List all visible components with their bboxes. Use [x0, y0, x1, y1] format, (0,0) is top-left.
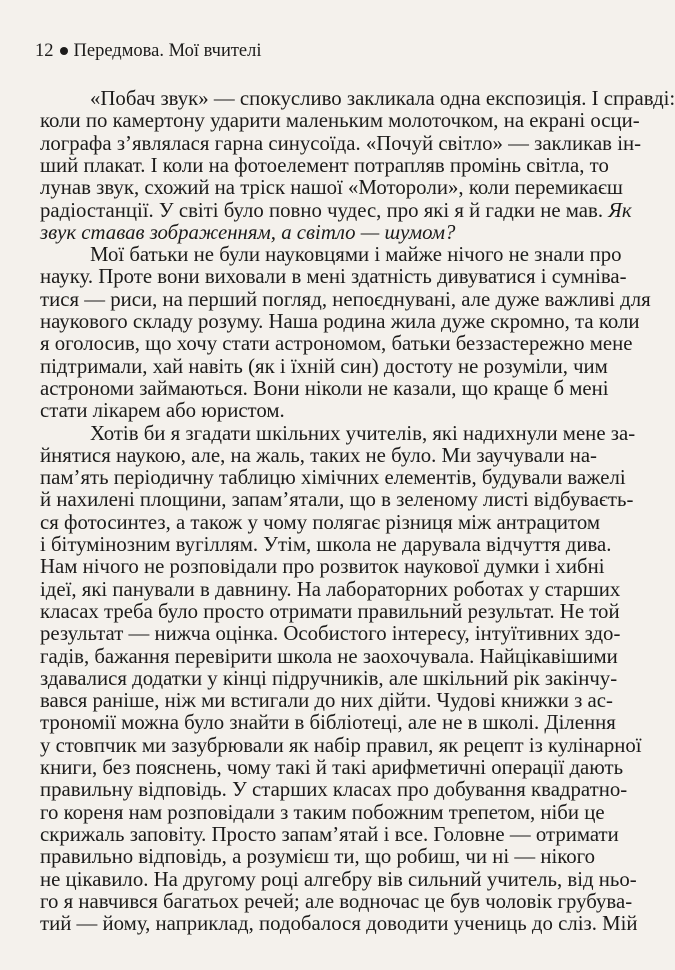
text-line: вався раніше, ніж ми встигали до них дійти. Чудові книжки з ас- [40, 689, 613, 713]
text-line: правильно відповідь, а розумієш ти, що робиш, чи ні — нікого [40, 845, 596, 869]
text-line: наукового складу розуму. Наша родина жила дуже скромно, та коли [40, 310, 640, 333]
text-line: ся фотосинтез, а також у чому полягає різниця між антрацитом [40, 510, 601, 534]
text-line [40, 222, 584, 244]
text-line: здавалися додатки у кінці підручників, але шкільний рік закінчу- [40, 666, 618, 690]
text-line: Мої батьки не були науковцями і майже нічого не знали про [90, 243, 622, 267]
text-line: Хотів би я згадати шкільних учителів, які надихнули мене за- [90, 421, 636, 445]
running-head [35, 40, 262, 62]
text-line: лунав звук, схожий на тріск нашої «Моторoли», коли перемикаєш [40, 176, 623, 200]
text-line: скрижаль заповіту. Просто запам’ятай і все. Головне — отримати [40, 822, 619, 846]
text-line: науку. Проте вони виховали в мені здатність дивуватися і сумніва- [40, 265, 627, 289]
text-line: класах треба було просто отримати правильний результат. Не той [40, 599, 620, 623]
text-line: гадів, бажання перевірити школа не заохочувала. Найцікавішими [40, 644, 618, 668]
text-line: правильну відповідь. У старших класах про добування квадратно- [40, 778, 628, 802]
text-line: тися — риси, на перший погляд, непоєднувані, але дуже важливі для [40, 287, 651, 311]
text-line: астрономи займаються. Вони ніколи не казали, що краще б мені [40, 376, 609, 400]
text-line: стати лікарем або юристом. [40, 399, 285, 423]
text-line: й нахилені площини, запам’ятали, що в зеленому листі відбуваєть- [40, 488, 634, 512]
chapter-title: Передмова. Мої вчителі [73, 41, 262, 61]
text-line: лографа з’являлася гарна синусоїда. «Почуй світло» — закликав ін- [40, 131, 642, 155]
text-line: го кореня нам розповідали з таким побожним трепетом, ніби це [40, 800, 605, 824]
text-line: підтримали, хай навіть (як і їхній син) достоту не розуміли, чим [40, 354, 608, 378]
italic-run: звук ставав зображенням, а світло — шумом? [40, 220, 456, 244]
text-line: результат — нижча оцінка. Особистого інтересу, інтуїтивних здо- [40, 622, 621, 646]
text-line: я оголосив, що хочу стати астрономом, батьки беззастережно мене [40, 332, 633, 356]
text-line [40, 198, 632, 222]
bullet-dot-icon [60, 47, 68, 55]
italic-run: Як [608, 198, 632, 222]
text-line: йнятися наукою, але, на жаль, таких не було. Ми заучували на- [40, 443, 597, 467]
text-line: го я навчився багатьох речей; але водночас це був чоловік грубува- [40, 889, 633, 913]
text-line: трономії можна було знайти в бібліотеці, але не в школі. Ділення [40, 711, 616, 735]
text-line: пам’ять періодичну таблицю хімічних елементів, будували важелі [40, 466, 626, 490]
text-line: у стовпчик ми зазубрювали як набір правил, як рецепт із кулінарної [40, 733, 642, 757]
text-line: книги, без пояснень, чому такі й такі арифметичні операції дають [40, 756, 624, 779]
text-line: коли по камертону ударити маленьким молоточком, на екрані осци- [40, 109, 640, 133]
text-line: тий — йому, наприклад, подобалося доводити учениць до сліз. Мій [40, 912, 638, 936]
text-run: радіостанції. У світі було повно чудес, про які я й гадки не мав. [40, 198, 604, 222]
page-number: 12 [35, 41, 54, 61]
text-line: і бітумінозним вугіллям. Утім, школа не дарувала відчуття дива. [40, 533, 612, 556]
text-line: ший плакат. І коли на фотоелемент потрапляв промінь світла, то [40, 153, 609, 177]
text-line: «Побач звук» — спокусливо закликала одна експозиція. І справді: [90, 87, 675, 110]
text-line: ідеї, які панували в давнину. На лабораторних роботах у старших [40, 577, 621, 601]
text-line: Нам нічого не розповідали про розвиток наукової думки і хибні [40, 555, 605, 579]
text-line: не цікавило. На другому році алгебру вів сильний учитель, від ньо- [40, 867, 637, 891]
